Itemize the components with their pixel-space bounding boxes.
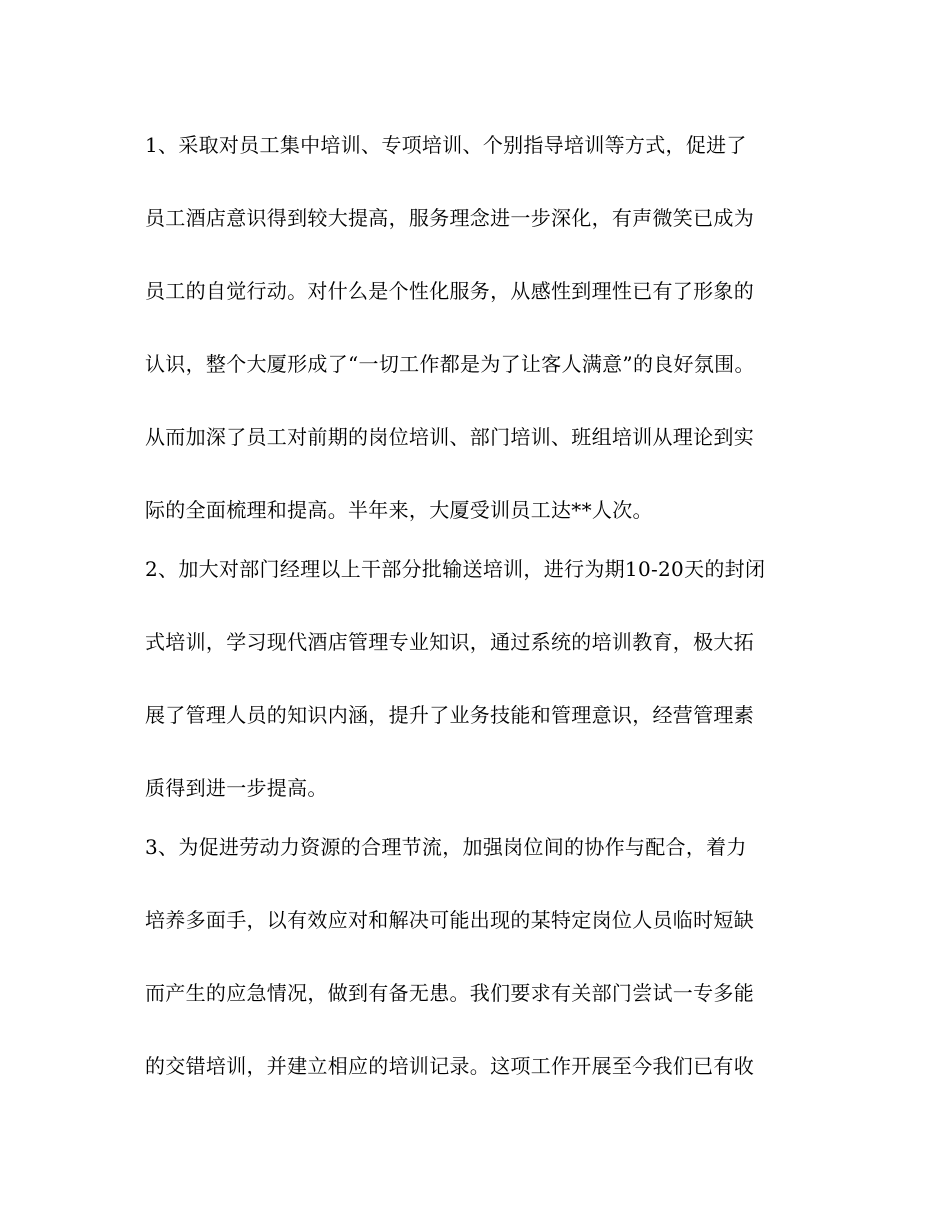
paragraph-1-line-6: 际的全面梳理和提高。半年来，大厦受训员工达**人次。	[145, 498, 653, 522]
paragraph-1-line-5: 从而加深了员工对前期的岗位培训、部门培训、班组培训从理论到实	[145, 425, 754, 449]
paragraph-3-line-3: 而产生的应急情况，做到有备无患。我们要求有关部门尝试一专多能	[145, 981, 754, 1005]
paragraph-2-line-3: 展了管理人员的知识内涵，提升了业务技能和管理意识，经营管理素	[145, 703, 754, 727]
paragraph-2-line-2: 式培训，学习现代酒店管理专业知识，通过系统的培训教育，极大拓	[145, 630, 754, 654]
paragraph-1-line-2: 员工酒店意识得到较大提高，服务理念进一步深化，有声微笑已成为	[145, 206, 754, 230]
paragraph-2-line-4: 质得到进一步提高。	[145, 776, 328, 800]
paragraph-2-line-1: 2、加大对部门经理以上干部分批输送培训，进行为期10-20天的封闭	[145, 557, 766, 581]
paragraph-3-line-2: 培养多面手，以有效应对和解决可能出现的某特定岗位人员临时短缺	[145, 908, 754, 932]
paragraph-1-line-4: 认识，整个大厦形成了“一切工作都是为了让客人满意”的良好氛围。	[145, 352, 755, 376]
paragraph-1-line-3: 员工的自觉行动。对什么是个性化服务，从感性到理性已有了形象的	[145, 279, 754, 303]
paragraph-3-line-1: 3、为促进劳动力资源的合理节流，加强岗位间的协作与配合，着力	[145, 835, 747, 859]
paragraph-1-line-1: 1、采取对员工集中培训、专项培训、个别指导培训等方式，促进了	[145, 133, 747, 157]
paragraph-3-line-4: 的交错培训，并建立相应的培训记录。这项工作开展至今我们已有收	[145, 1054, 754, 1078]
